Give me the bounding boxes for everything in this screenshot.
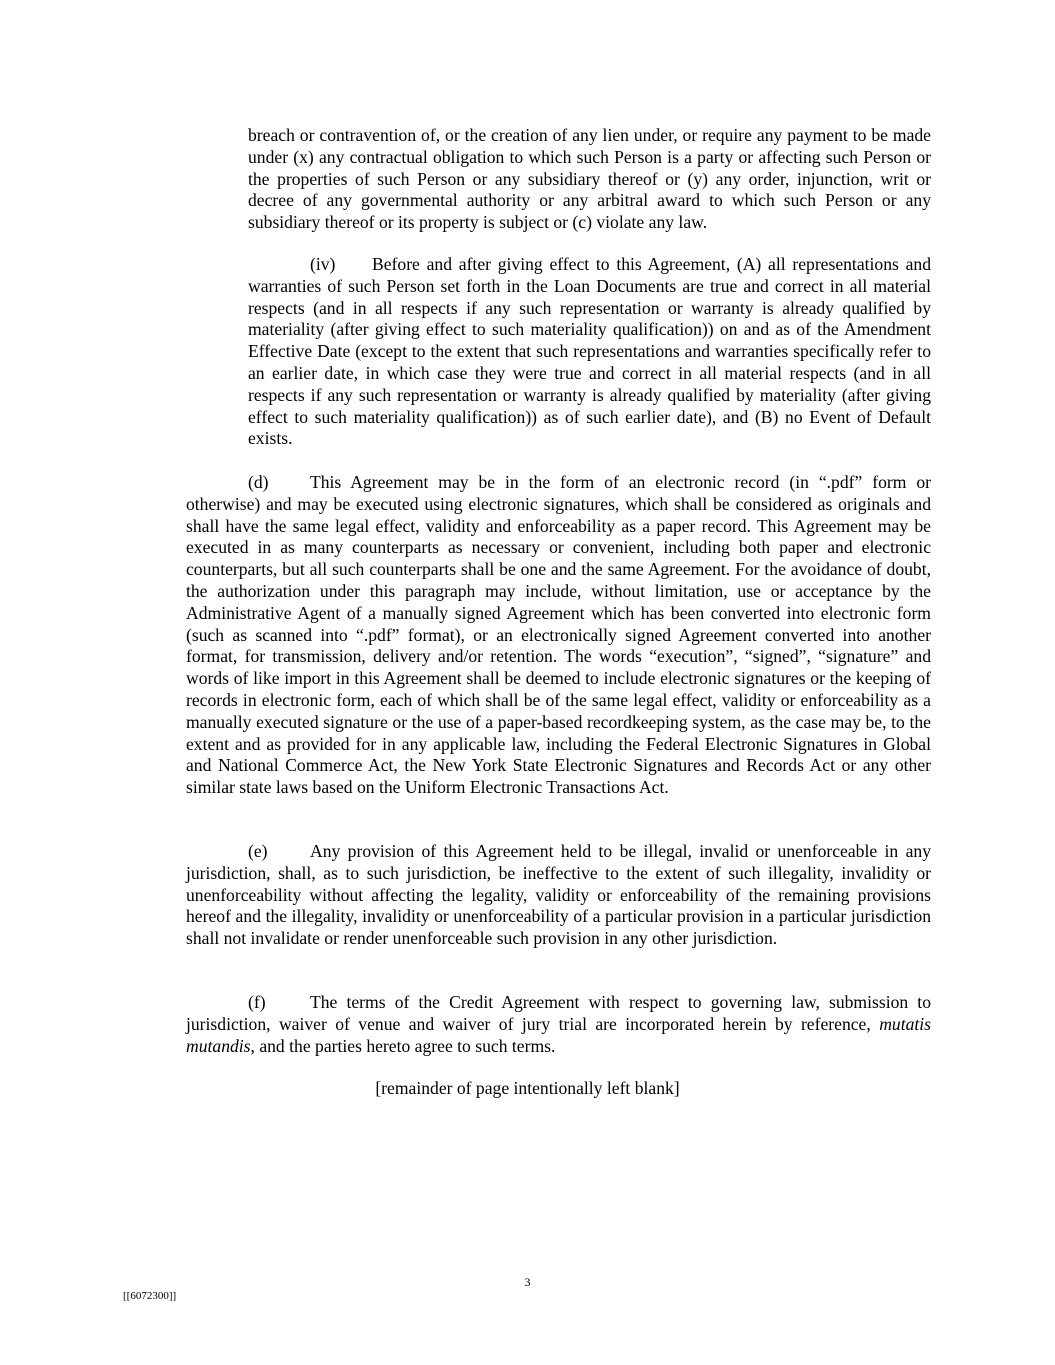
paragraph-iv <box>248 254 931 450</box>
paragraph-f <box>186 992 931 1057</box>
paragraph-f-italic-phrase: mutatis mutandis <box>186 1013 931 1056</box>
paragraph-d-text: This Agreement may be in the form of an electronic record (in “.pdf” form or otherwise) and may be executed using electronic signatures, which shall be considered as originals and shall have the same legal effect, validity and enforceability as a paper record. This Agreement may be executed in as many counterparts as necessary or convenient, including both paper and electronic counterparts, but all such counterparts shall be one and the same Agreement. For the avoidance of doubt, the authorization under this paragraph may include, without limitation, use or acceptance by the Administrative Agent of a manually signed Agreement which has been converted into electronic form (such as scanned into “.pdf” format), or an electronically signed Agreement converted into another format, for transmission, delivery and/or retention. The words “execution”, “signed”, “signature” and words of like import in this Agreement shall be deemed to include electronic signatures or the keeping of records in electronic form, each of which shall be of the same legal effect, validity or enforceability as a manually executed signature or the use of a paper-based recordkeeping system, as the case may be, to the extent and as provided for in any applicable law, including the Federal Electronic Signatures in Global and National Commerce Act, the New York State Electronic Signatures and Records Act or any other similar state laws based on the Uniform Electronic Transactions Act. <box>186 472 931 798</box>
paragraph-e-label: (e) <box>248 841 268 861</box>
document-id: [[6072300]] <box>123 1290 177 1302</box>
page-number: 3 <box>524 1275 531 1289</box>
paragraph-continuation: breach or contravention of, or the creation of any lien under, or require any payment to be made under (x) any contractual obligation to which such Person is a party or affecting such Person or the properties of such Person or any subsidiary thereof or (y) any order, injunction, writ or decree of any governmental authority or any arbitral award to which such Person or any subsidiary thereof or its property is subject or (c) violate any law. <box>248 125 931 233</box>
paragraph-f-text-before: The terms of the Credit Agreement with respect to governing law, submission to jurisdiction, waiver of venue and waiver of jury trial are incorporated herein by reference, <box>186 992 931 1034</box>
paragraph-f-text-after: , and the parties hereto agree to such terms. <box>250 1035 556 1056</box>
paragraph-e <box>186 841 931 950</box>
remainder-note: [remainder of page intentionally left blank] <box>375 1078 680 1098</box>
paragraph-e-text: Any provision of this Agreement held to be illegal, invalid or unenforceable in any jurisdiction, shall, as to such jurisdiction, be ineffective to the extent of such illegality, invalidity or unenforceability without affecting the legality, validity or enforceability of the remaining provisions hereof and the illegality, invalidity or unenforceability of a particular provision in a particular jurisdiction shall not invalidate or render unenforceable such provision in any other jurisdiction. <box>186 841 931 949</box>
paragraph-iv-text: Before and after giving effect to this Agreement, (A) all representations and warranties of such Person set forth in the Loan Documents are true and correct in all material respects (and in all respects if any such representation or warranty is already qualified by materiality (after giving effect to such materiality qualification)) on and as of the Amendment Effective Date (except to the extent that such representations and warranties specifically refer to an earlier date, in which case they were true and correct in all material respects (and in all respects if any such representation or warranty is already qualified by materiality (after giving effect to such materiality qualification)) as of such earlier date), and (B) no Event of Default exists. <box>248 254 931 449</box>
paragraph-f-label: (f) <box>248 992 266 1012</box>
paragraph-iv-label: (iv) <box>310 254 336 274</box>
paragraph-d <box>186 472 931 799</box>
paragraph-d-label: (d) <box>248 472 269 492</box>
